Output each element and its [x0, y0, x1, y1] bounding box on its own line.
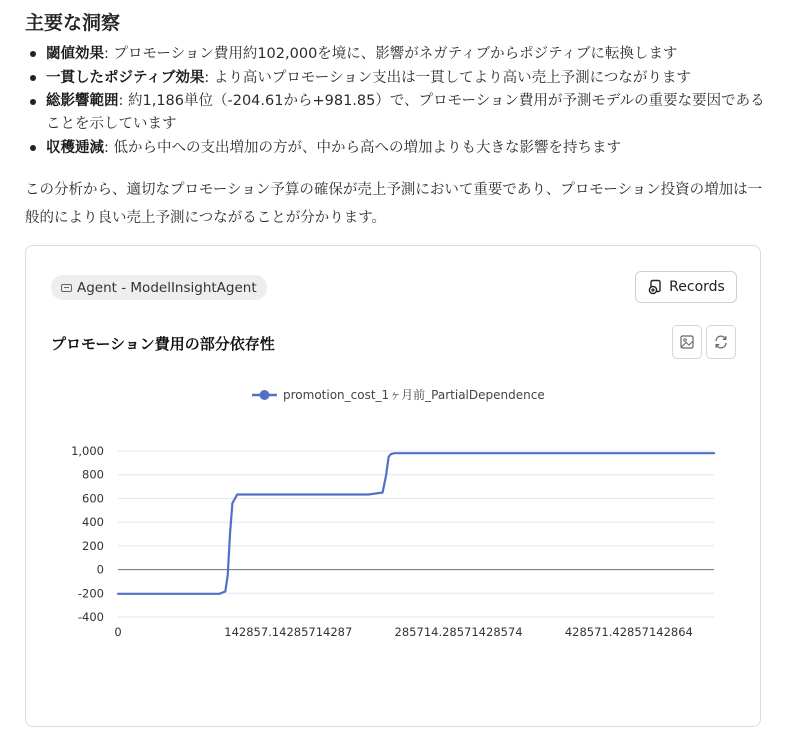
- legend-label[interactable]: promotion_cost_1ヶ月前_PartialDependence: [283, 388, 545, 402]
- y-tick-label: -400: [77, 610, 104, 624]
- bullet-text: : より高いプロモーション支出は一貫してより高い売上予測につながります: [204, 70, 691, 86]
- list-item: [28, 136, 768, 160]
- grid-lines: [118, 451, 714, 617]
- partial-dependence-chart: [26, 246, 762, 728]
- agent-label: Agent - ModelInsightAgent: [77, 279, 257, 296]
- y-tick-label: 800: [82, 467, 104, 482]
- chart-legend[interactable]: [252, 388, 545, 402]
- summary-paragraph: この分析から、適切なプロモーション予算の確保が売上予測において重要であり、プロモーション投資の増加は一般的により良い売上予測につながることが分かります。: [25, 182, 763, 226]
- x-tick-label: 142857.14285714287: [224, 625, 353, 639]
- bullet-text: : 約1,186単位（-204.61から+981.85）で、プロモーション費用が予測モデルの重要な要因であることを示しています: [46, 93, 765, 132]
- y-tick-label: 600: [82, 491, 104, 506]
- y-tick-label: 200: [82, 538, 104, 553]
- y-tick-label: -200: [77, 586, 104, 601]
- list-item: [28, 66, 768, 90]
- chart-title: プロモーション費用の部分依存性: [51, 335, 275, 353]
- bullet-term: 総影響範囲: [46, 93, 119, 109]
- y-axis-ticks: [71, 444, 104, 624]
- bullet-text: : プロモーション費用約102,000を境に、影響がネガティブからポジティブに転換します: [104, 46, 678, 62]
- x-tick-label: 0: [114, 625, 122, 639]
- records-label: Records: [669, 279, 725, 295]
- chart-card: [25, 245, 761, 727]
- insights-heading: 主要な洞察: [25, 12, 121, 34]
- bullet-term: 一貫したポジティブ効果: [46, 70, 205, 86]
- bullet-text: : 低から中への支出増加の方が、中から高への増加よりも大きな影響を持ちます: [104, 140, 621, 156]
- insights-list: [28, 42, 768, 160]
- list-item: [28, 90, 768, 136]
- y-tick-label: 0: [96, 562, 104, 577]
- list-item: [28, 42, 768, 66]
- y-tick-label: 400: [82, 515, 104, 530]
- bullet-term: 閾値効果: [46, 46, 104, 62]
- legend-marker[interactable]: [260, 390, 270, 400]
- bullet-term: 収穫逓減: [46, 140, 104, 156]
- y-tick-label: 1,000: [71, 444, 104, 458]
- x-axis-ticks: [114, 625, 693, 639]
- x-tick-label: 428571.42857142864: [564, 625, 693, 639]
- x-tick-label: 285714.28571428574: [394, 625, 523, 639]
